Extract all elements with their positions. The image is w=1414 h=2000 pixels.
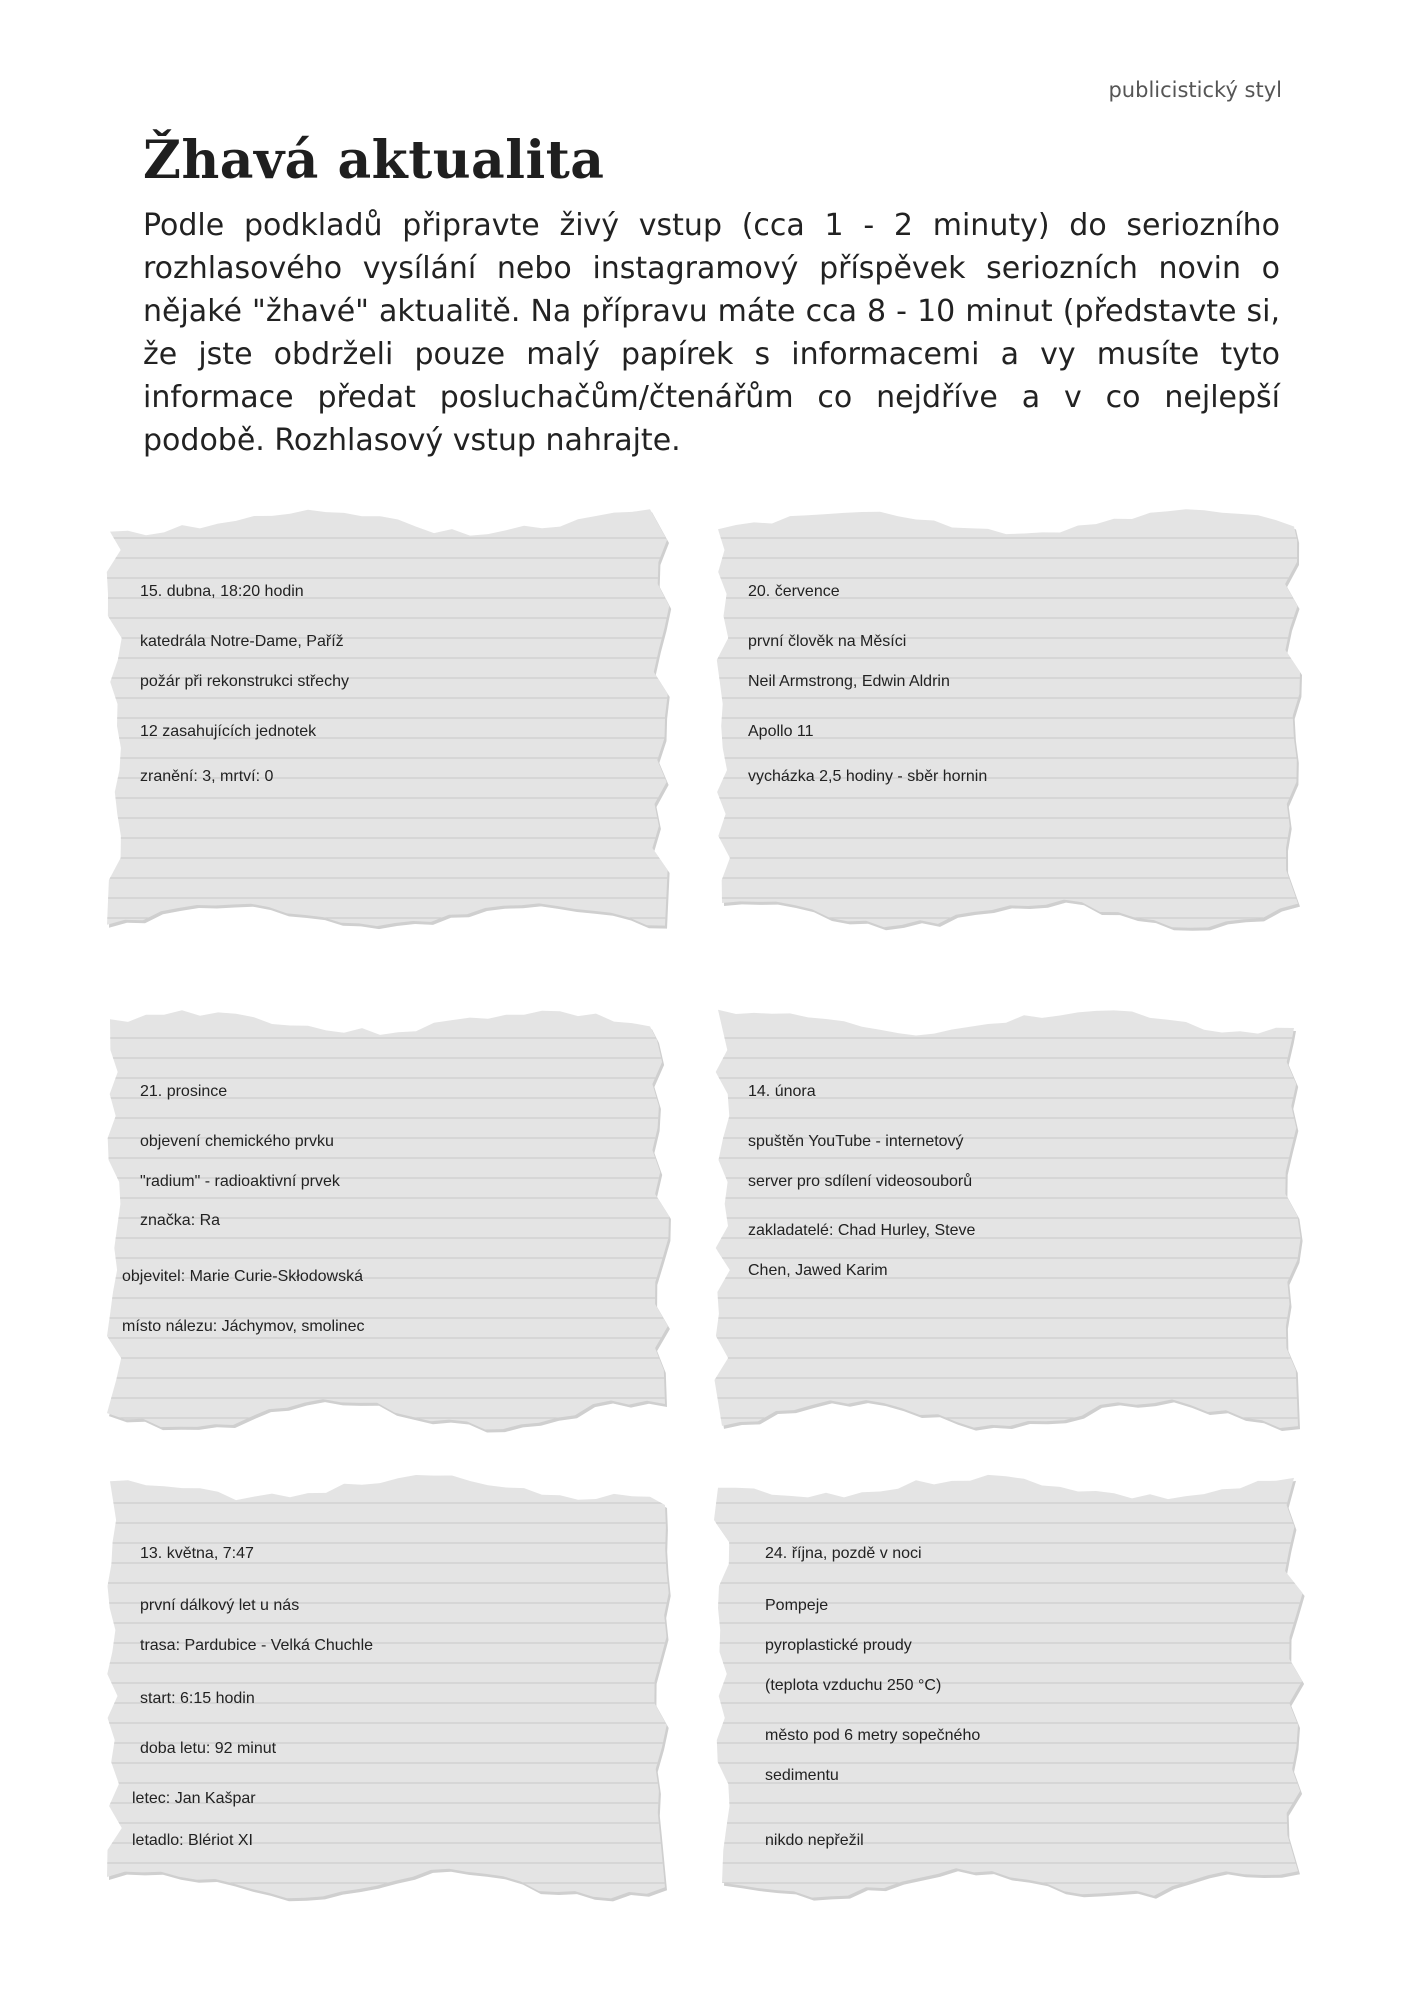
note-date: 13. května, 7:47 [140, 1545, 254, 1562]
note-line: start: 6:15 hodin [140, 1690, 255, 1707]
note-line: Neil Armstrong, Edwin Aldrin [748, 673, 950, 690]
note-line: nikdo nepřežil [765, 1832, 864, 1849]
page-title: Žhavá aktualita [143, 130, 605, 191]
style-label: publicistický styl [1108, 78, 1282, 102]
note-line: objevitel: Marie Curie-Skłodowská [122, 1268, 363, 1285]
news-note-card [100, 500, 675, 930]
note-date: 21. prosince [140, 1083, 228, 1100]
note-line: 12 zasahujících jednotek [140, 723, 317, 740]
note-line: Pompeje [765, 1597, 829, 1614]
news-note-card [708, 1000, 1308, 1430]
note-line: (teplota vzduchu 250 °C) [765, 1677, 942, 1694]
note-date: 15. dubna, 18:20 hodin [140, 583, 304, 600]
note-line: letec: Jan Kašpar [132, 1790, 256, 1807]
note-line: pyroplastické proudy [765, 1637, 912, 1654]
note-line: sedimentu [765, 1767, 839, 1784]
torn-paper-background [100, 500, 675, 930]
note-line: Chen, Jawed Karim [748, 1262, 888, 1279]
note-line: doba letu: 92 minut [140, 1740, 277, 1757]
note-line: letadlo: Blériot XI [132, 1832, 253, 1849]
intro-paragraph: Podle podkladů připravte živý vstup (cca 1 - 2 minuty) do seriozního rozhlasového vysílání nebo instagramový příspěvek seriozních novin o nějaké "žhavé" aktualitě. Na přípravu máte cca 8 - 10 minut (představte si, že jste obdrželi pouze malý papírek s informacemi a vy musíte tyto informace předat posluchačům/čtenářům co nejdříve a v co nejlepší podobě. Rozhlasový vstup nahrajte. [143, 208, 1280, 458]
note-line: místo nálezu: Jáchymov, smolinec [122, 1318, 365, 1335]
note-line: Apollo 11 [748, 723, 814, 740]
note-line: vycházka 2,5 hodiny - sběr hornin [748, 768, 988, 785]
note-line: značka: Ra [140, 1212, 221, 1229]
note-line: zranění: 3, mrtví: 0 [140, 768, 274, 785]
note-line: první člověk na Měsíci [748, 633, 907, 650]
note-line: server pro sdílení videosouborů [748, 1173, 973, 1190]
note-line: město pod 6 metry sopečného [765, 1727, 981, 1744]
news-note-card [708, 500, 1308, 930]
note-line: "radium" - radioaktivní prvek [140, 1173, 340, 1190]
note-line: zakladatelé: Chad Hurley, Steve [748, 1222, 976, 1239]
note-line: první dálkový let u nás [140, 1597, 300, 1614]
note-date: 20. července [748, 583, 840, 600]
note-line: objevení chemického prvku [140, 1133, 334, 1150]
note-line: spuštěn YouTube - internetový [748, 1133, 964, 1150]
note-line: požár při rekonstrukci střechy [140, 673, 349, 690]
torn-paper-background [708, 500, 1308, 930]
note-line: trasa: Pardubice - Velká Chuchle [140, 1637, 374, 1654]
note-date: 24. října, pozdě v noci [765, 1545, 922, 1562]
note-date: 14. února [748, 1083, 816, 1100]
note-line: katedrála Notre-Dame, Paříž [140, 633, 344, 650]
torn-paper-background [708, 1000, 1308, 1430]
